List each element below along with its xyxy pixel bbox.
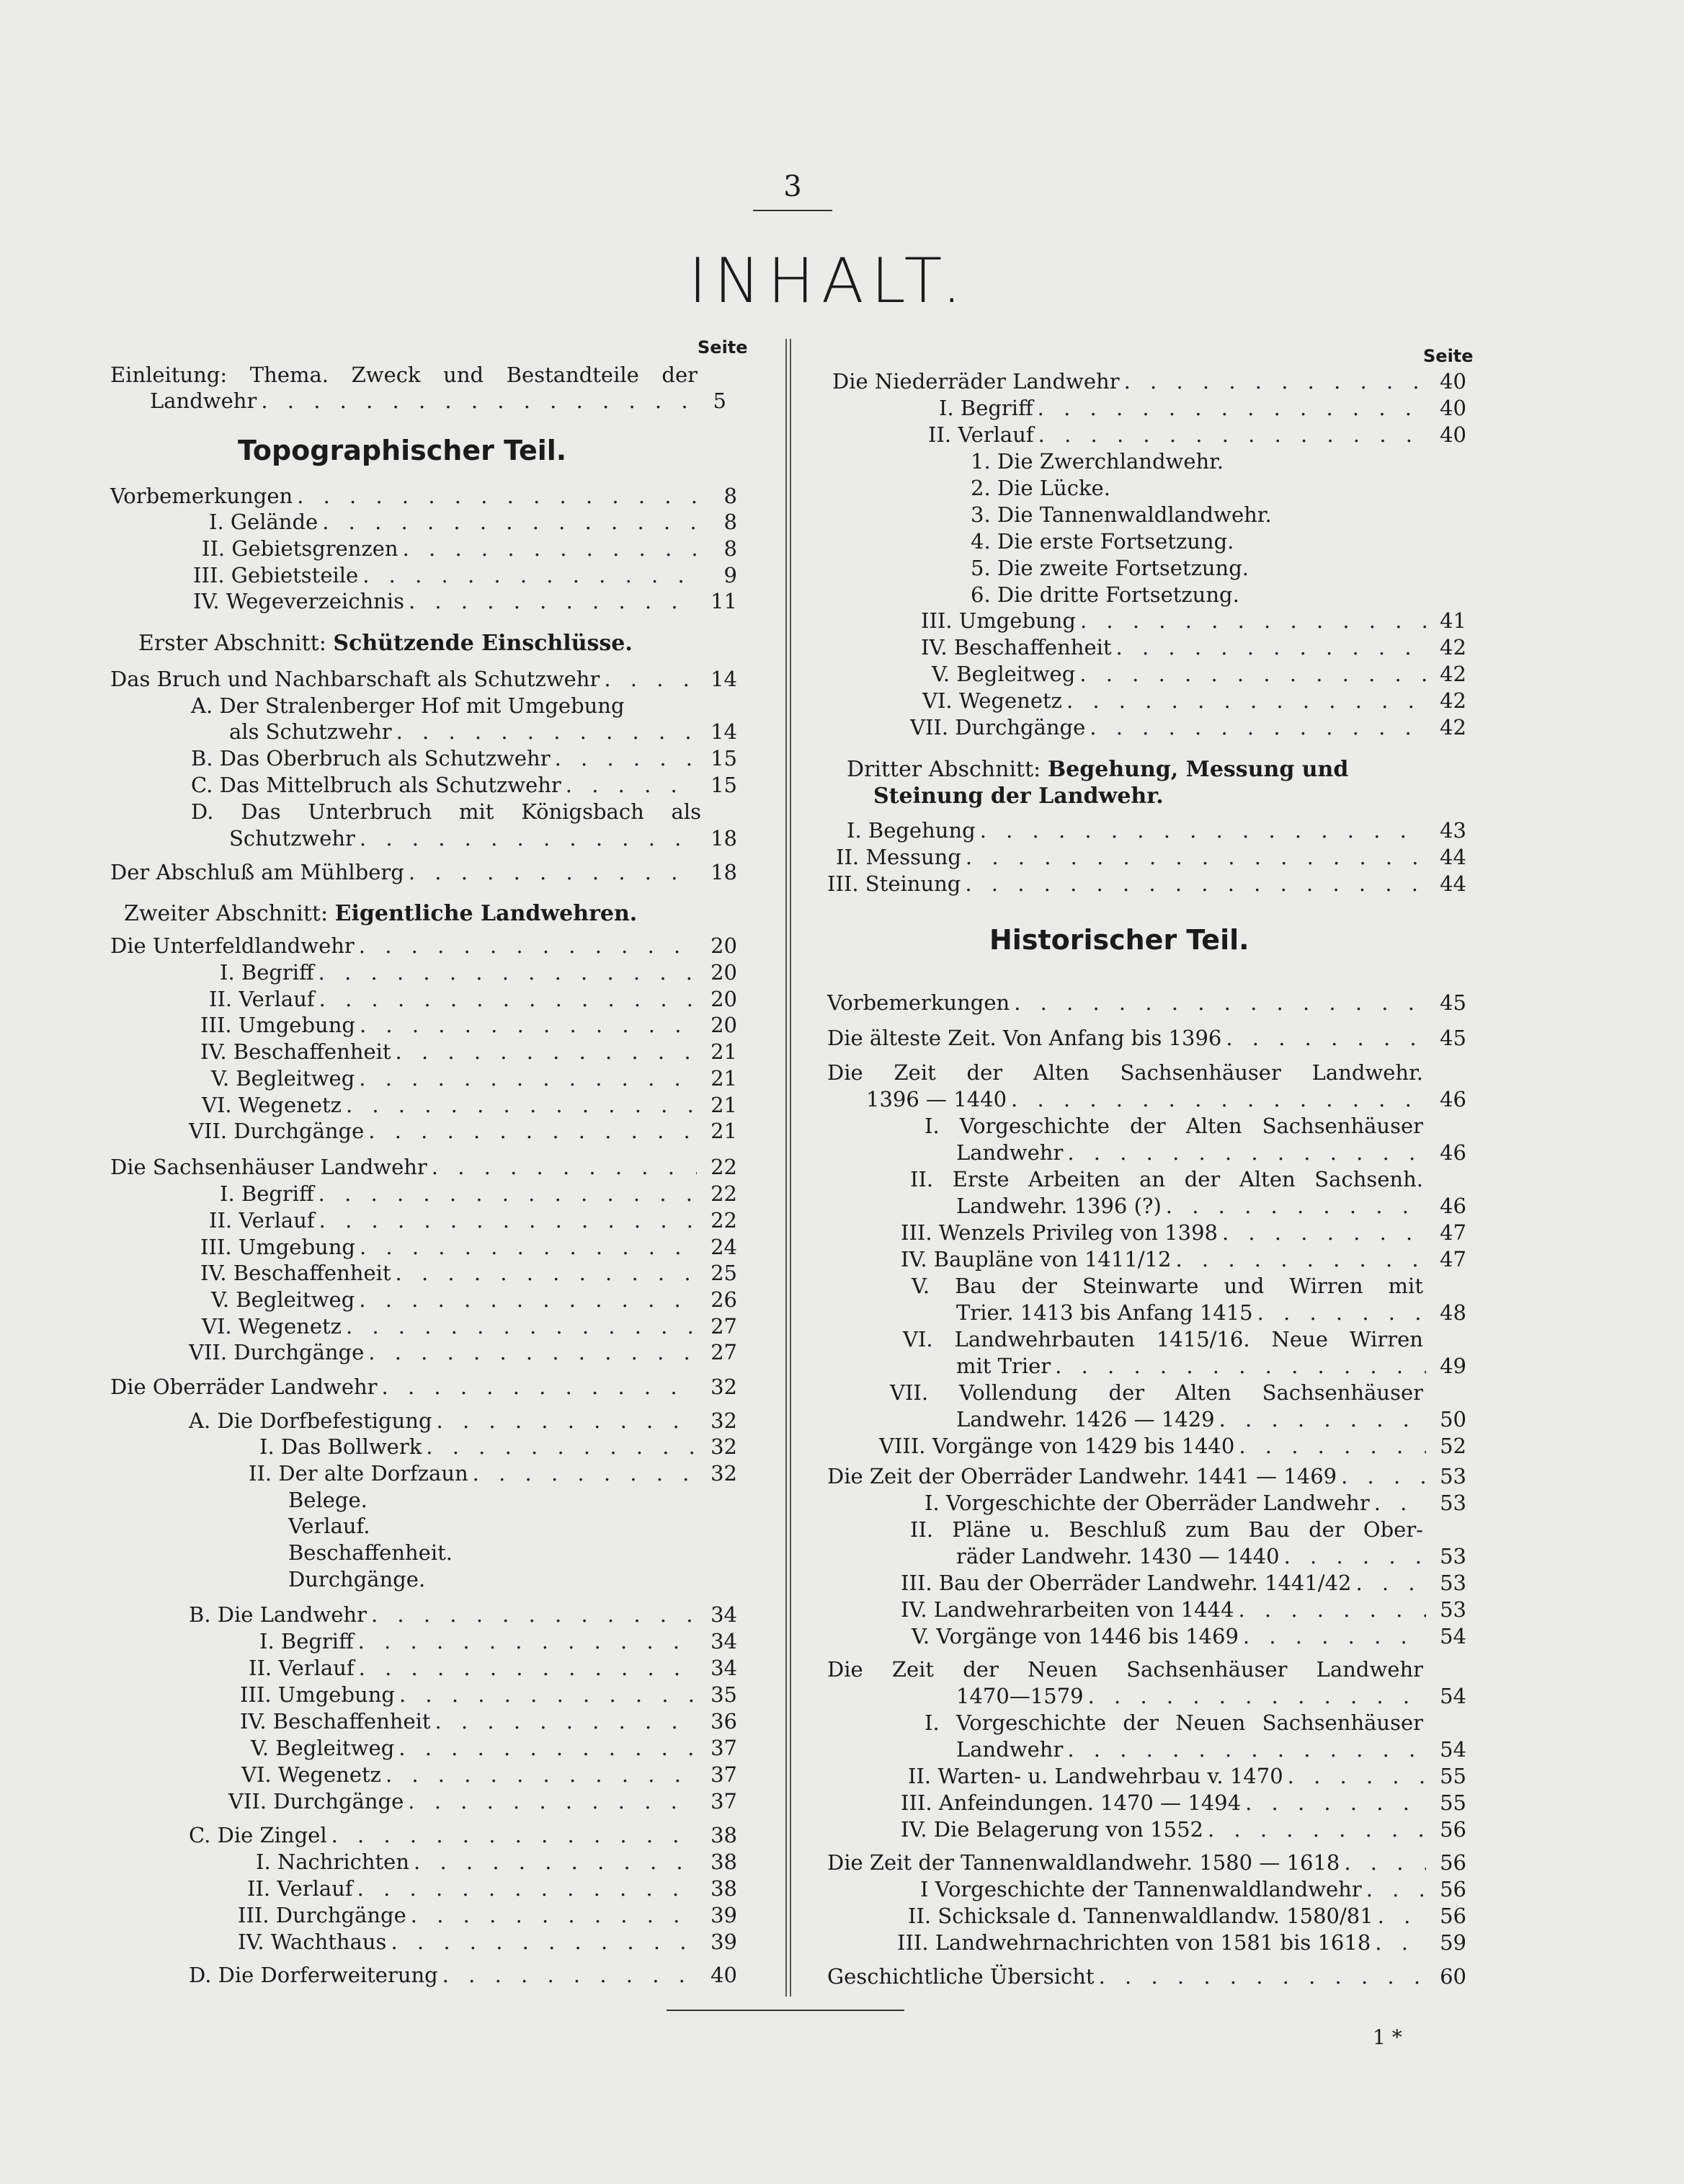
toc-subitem: 5. Die zweite Fortsetzung. bbox=[971, 556, 1249, 580]
toc-subitem: 3. Die Tannenwaldlandwehr. bbox=[971, 502, 1272, 527]
toc-entry: Die Oberräder Landwehr . . . 32 bbox=[110, 1374, 737, 1400]
toc-entry: IV. Landwehrarbeiten von 1444 . . . 53 bbox=[901, 1597, 1466, 1623]
toc-entry: I Vorgeschichte der Tannenwaldlandwehr . . . 56 bbox=[920, 1876, 1466, 1902]
toc-entry: Vorbemerkungen . . . 8 bbox=[110, 483, 737, 509]
toc-entry: I. Begriff . . . 20 bbox=[220, 959, 737, 985]
toc-entry: Die Zeit der Alten Sachsenhäuser Landwehr. bbox=[827, 1060, 1423, 1085]
toc-entry: A. Die Dorfbefestigung . . . 32 bbox=[189, 1408, 737, 1434]
toc-entry: V. Bau der Steinwarte und Wirren mit bbox=[912, 1274, 1423, 1298]
toc-entry: IV. Beschaffenheit . . . 42 bbox=[921, 634, 1466, 660]
toc-entry: VI. Wegenetz . . . 42 bbox=[922, 688, 1466, 714]
section-heading-hist: Historischer Teil. bbox=[989, 924, 1249, 956]
toc-entry: IV. Baupläne von 1411/12 . . . 47 bbox=[901, 1246, 1466, 1272]
toc-entry: Die älteste Zeit. Von Anfang bis 1396 . . . 45 bbox=[827, 1025, 1466, 1051]
signature-mark: 1 * bbox=[1373, 2025, 1402, 2049]
toc-entry: Die Sachsenhäuser Landwehr . . . 22 bbox=[110, 1154, 737, 1180]
toc-entry-cont: 1396 — 1440 . . . 46 bbox=[866, 1086, 1466, 1112]
toc-entry: II. Der alte Dorfzaun . . . 32 bbox=[249, 1460, 737, 1486]
toc-entry: III. Umgebung . . . 24 bbox=[200, 1234, 737, 1260]
toc-entry: Die Zeit der Oberräder Landwehr. 1441 — 1469 . . . 53 bbox=[827, 1463, 1466, 1489]
toc-entry: I. Das Bollwerk . . . 32 bbox=[259, 1434, 737, 1460]
toc-entry: VI. Wegenetz . . . 27 bbox=[202, 1313, 737, 1339]
toc-entry: II. Verlauf . . . 38 bbox=[247, 1876, 737, 1901]
toc-entry-cont: räder Landwehr. 1430 — 1440 . . . 53 bbox=[956, 1543, 1466, 1569]
toc-entry: II. Erste Arbeiten an der Alten Sachsenh. bbox=[910, 1167, 1423, 1191]
toc-entry: C. Die Zingel . . . 38 bbox=[189, 1822, 737, 1848]
toc-entry: Das Bruch und Nachbarschaft als Schutzwehr . . . 14 bbox=[110, 666, 737, 692]
toc-entry: C. Das Mittelbruch als Schutzwehr . . . 15 bbox=[191, 772, 737, 798]
toc-entry: VII. Durchgänge . . . 42 bbox=[910, 714, 1466, 740]
toc-entry: I. Begriff . . . 22 bbox=[220, 1181, 737, 1207]
toc-entry: VI. Wegenetz . . . 37 bbox=[241, 1762, 737, 1788]
toc-entry: III. Wenzels Privileg von 1398 . . . 47 bbox=[901, 1220, 1466, 1246]
toc-entry: II. Pläne u. Beschluß zum Bau der Ober- bbox=[910, 1517, 1423, 1542]
toc-entry: V. Begleitweg . . . 21 bbox=[211, 1065, 737, 1091]
toc-entry-cont: Landwehr. 1426 — 1429 . . . 50 bbox=[956, 1406, 1466, 1432]
toc-entry: A. Der Stralenberger Hof mit Umgebung bbox=[191, 693, 625, 718]
toc-subitem: Durchgänge. bbox=[288, 1567, 426, 1592]
toc-entry: IV. Wachthaus . . . 39 bbox=[238, 1929, 737, 1955]
toc-entry: IV. Beschaffenheit . . . 36 bbox=[240, 1708, 737, 1734]
toc-entry: III. Anfeindungen. 1470 — 1494 . . . 55 bbox=[901, 1790, 1466, 1816]
toc-entry: I. Vorgeschichte der Neuen Sachsenhäuser bbox=[925, 1710, 1423, 1735]
toc-entry: Vorbemerkungen . . . 45 bbox=[827, 990, 1466, 1016]
toc-entry: III. Durchgänge . . . 39 bbox=[238, 1902, 737, 1928]
toc-entry: IV. Die Belagerung von 1552 . . . 56 bbox=[901, 1816, 1466, 1842]
toc-entry: II. Verlauf . . . 20 bbox=[209, 986, 737, 1012]
toc-entry-cont: mit Trier . . . 49 bbox=[956, 1353, 1466, 1379]
toc-subitem: Beschaffenheit. bbox=[288, 1540, 453, 1565]
toc-entry-cont: 1470—1579 . . . 54 bbox=[956, 1683, 1466, 1709]
toc-entry: D. Die Dorferweiterung . . . 40 bbox=[189, 1962, 737, 1988]
toc-entry: III. Landwehrnachrichten von 1581 bis 1618 . . . 59 bbox=[897, 1930, 1466, 1956]
toc-entry-cont: Landwehr . . . 46 bbox=[956, 1140, 1466, 1166]
toc-entry: III. Steinung . . . 44 bbox=[827, 871, 1466, 897]
seite-label: Seite bbox=[698, 337, 748, 358]
toc-entry-cont: Landwehr. 1396 (?) . . . 46 bbox=[956, 1193, 1466, 1219]
section-heading-zweiter: Zweiter Abschnitt: Eigentliche Landwehren. bbox=[124, 901, 638, 926]
page-number-rule bbox=[753, 210, 832, 211]
toc-entry-cont: als Schutzwehr . . . 14 bbox=[229, 719, 737, 745]
toc-entry: II. Verlauf . . . 34 bbox=[249, 1655, 737, 1681]
toc-entry: IV. Beschaffenheit . . . 25 bbox=[200, 1260, 737, 1286]
toc-entry: II. Gebietsgrenzen . . . 8 bbox=[202, 536, 737, 561]
toc-subitem: 1. Die Zwerchlandwehr. bbox=[971, 449, 1224, 474]
toc-entry: IV. Beschaffenheit . . . 21 bbox=[200, 1039, 737, 1065]
toc-entry: VII. Durchgänge . . . 37 bbox=[228, 1788, 737, 1814]
toc-entry: III. Gebietsteile . . . 9 bbox=[193, 562, 737, 588]
toc-entry: III. Umgebung . . . 20 bbox=[200, 1012, 737, 1038]
toc-entry: Die Niederräder Landwehr . . . 40 bbox=[832, 368, 1466, 394]
toc-subitem: 6. Die dritte Fortsetzung. bbox=[971, 582, 1239, 607]
toc-entry: V. Vorgänge von 1446 bis 1469 . . . 54 bbox=[912, 1623, 1466, 1649]
toc-entry: Der Abschluß am Mühlberg . . . 18 bbox=[110, 859, 737, 885]
toc-entry: B. Das Oberbruch als Schutzwehr . . . 15 bbox=[191, 745, 737, 771]
toc-entry: III. Umgebung . . . 35 bbox=[240, 1682, 737, 1708]
toc-entry: I. Begehung . . . 43 bbox=[847, 817, 1466, 843]
toc-subitem: Belege. bbox=[288, 1488, 367, 1512]
toc-subitem: 4. Die erste Fortsetzung. bbox=[971, 529, 1234, 554]
toc-entry: VI. Landwehrbauten 1415/16. Neue Wirren bbox=[903, 1327, 1423, 1351]
toc-entry: II. Verlauf . . . 40 bbox=[928, 422, 1466, 448]
toc-entry: Die Unterfeldlandwehr . . . 20 bbox=[110, 933, 737, 959]
toc-entry: III. Umgebung . . . 41 bbox=[921, 608, 1466, 634]
toc-entry: VII. Durchgänge . . . 21 bbox=[189, 1118, 737, 1144]
section-heading-dritter-cont: Steinung der Landwehr. bbox=[873, 784, 1164, 809]
toc-entry: VIII. Vorgänge von 1429 bis 1440 . . . 52 bbox=[879, 1433, 1466, 1459]
section-heading-dritter: Dritter Abschnitt: Begehung, Messung und bbox=[847, 757, 1349, 782]
column-divider bbox=[785, 339, 791, 1997]
toc-entry: Geschichtliche Übersicht . . . 60 bbox=[827, 1963, 1466, 1989]
toc-entry: I. Begriff . . . 40 bbox=[939, 395, 1466, 421]
toc-entry-cont: Schutzwehr . . . 18 bbox=[229, 825, 737, 851]
toc-entry: Die Zeit der Neuen Sachsenhäuser Landwehr bbox=[827, 1657, 1423, 1682]
toc-subitem: 2. Die Lücke. bbox=[971, 476, 1110, 500]
toc-entry: II. Verlauf . . . 22 bbox=[209, 1207, 737, 1233]
toc-entry: I. Vorgeschichte der Oberräder Landwehr . . . 53 bbox=[925, 1490, 1466, 1516]
toc-entry: V. Begleitweg . . . 37 bbox=[251, 1735, 737, 1761]
toc-entry: V. Begleitweg . . . 26 bbox=[211, 1287, 737, 1313]
toc-entry: I. Gelände . . . 8 bbox=[209, 509, 737, 535]
toc-entry: Die Zeit der Tannenwaldlandwehr. 1580 — 1618 . . . 56 bbox=[827, 1850, 1466, 1876]
toc-entry: IV. Wegeverzeichnis . . . 11 bbox=[193, 588, 737, 614]
toc-entry: II. Schicksale d. Tannenwaldlandw. 1580/81 . . . 56 bbox=[908, 1903, 1466, 1929]
toc-entry: VII. Durchgänge . . . 27 bbox=[189, 1339, 737, 1365]
toc-entry: B. Die Landwehr . . . 34 bbox=[189, 1602, 737, 1628]
toc-left-column bbox=[108, 0, 755, 2011]
toc-entry-cont: Trier. 1413 bis Anfang 1415 . . . 48 bbox=[956, 1300, 1466, 1326]
toc-entry: I. Begriff . . . 34 bbox=[259, 1628, 737, 1654]
toc-entry: II. Messung . . . 44 bbox=[836, 844, 1466, 870]
toc-entry: III. Bau der Oberräder Landwehr. 1441/42 . . . 53 bbox=[901, 1570, 1466, 1596]
toc-entry: D. Das Unterbruch mit Königsbach als bbox=[191, 799, 701, 824]
toc-entry: I. Nachrichten . . . 38 bbox=[256, 1849, 737, 1875]
section-heading-topo: Topographischer Teil. bbox=[238, 435, 567, 466]
intro-entry-cont: Landwehr . . . 5 bbox=[150, 388, 726, 414]
toc-right-column bbox=[825, 0, 1474, 2011]
toc-entry: II. Warten- u. Landwehrbau v. 1470 . . . 55 bbox=[908, 1763, 1466, 1789]
page-number: 3 bbox=[783, 170, 802, 203]
toc-entry: VII. Vollendung der Alten Sachsenhäuser bbox=[890, 1380, 1423, 1405]
toc-entry-cont: Landwehr . . . 54 bbox=[956, 1736, 1466, 1762]
bottom-rule bbox=[667, 2010, 904, 2011]
toc-entry: VI. Wegenetz . . . 21 bbox=[202, 1092, 737, 1118]
toc-entry: I. Vorgeschichte der Alten Sachsenhäuser bbox=[925, 1114, 1423, 1138]
page-title: INHALT. bbox=[688, 245, 969, 317]
section-heading-erster: Erster Abschnitt: Schützende Einschlüsse. bbox=[138, 631, 633, 656]
seite-label: Seite bbox=[1423, 346, 1474, 366]
toc-entry: V. Begleitweg . . . 42 bbox=[932, 661, 1466, 687]
intro-entry: Einleitung: Thema. Zweck und Bestandteile der bbox=[110, 363, 698, 387]
toc-subitem: Verlauf. bbox=[288, 1514, 370, 1538]
